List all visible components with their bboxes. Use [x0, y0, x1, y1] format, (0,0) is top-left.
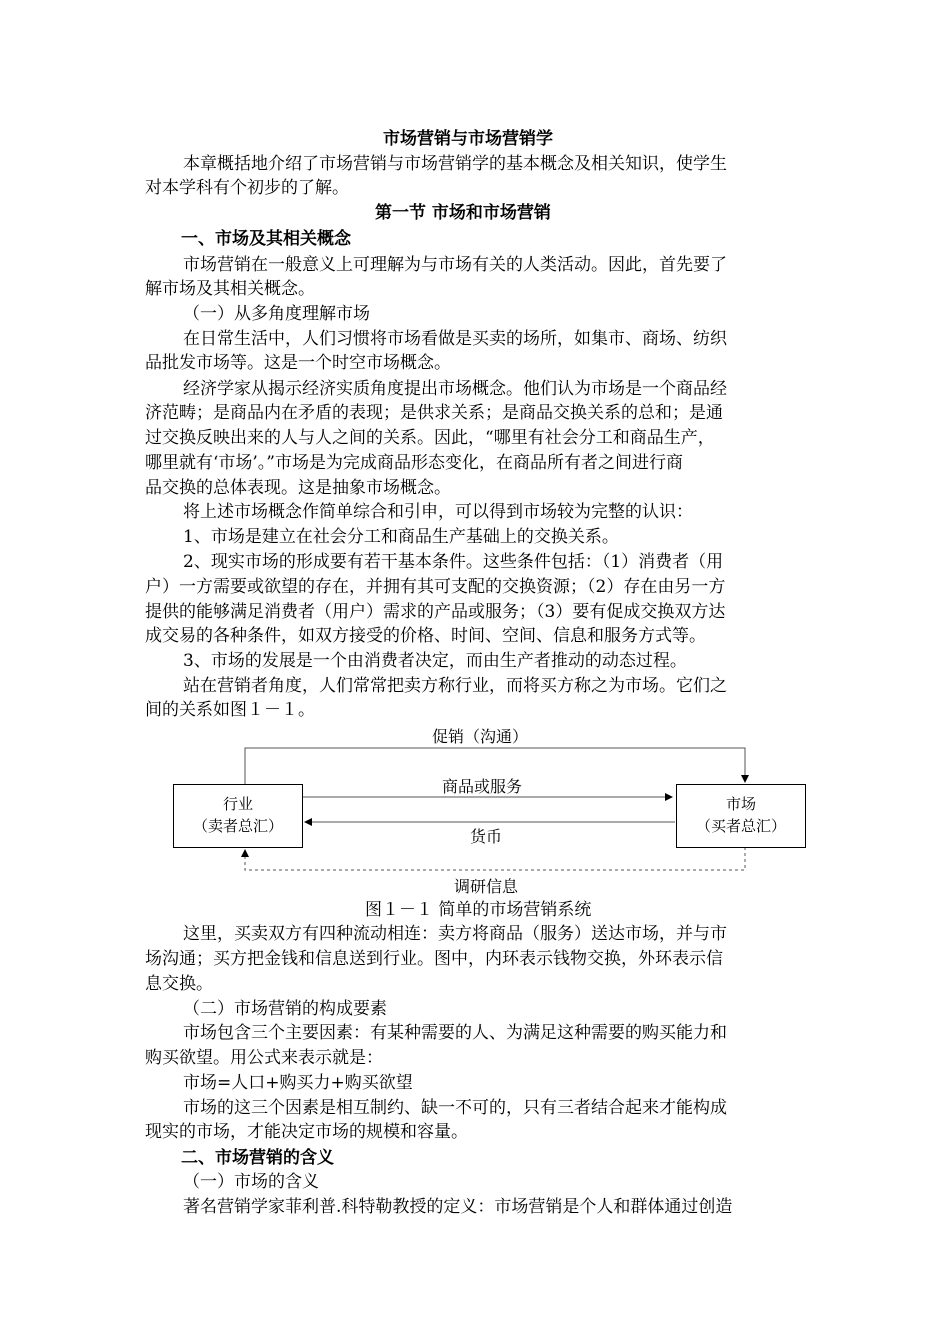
- industry-box-subtitle: （卖者总汇）: [192, 817, 283, 835]
- paragraph-line: 在日常生活中，人们习惯将市场看做是买卖的场所，如集市、商场、纺织: [183, 329, 727, 349]
- industry-box-title: 行业: [222, 795, 253, 813]
- subheading-2: （二）市场营销的构成要素: [183, 999, 387, 1019]
- paragraph-line: 息交换。: [145, 974, 213, 994]
- list-item-2: 户）一方需要或欲望的存在，并拥有其可支配的交换资源；（2）存在由另一方: [145, 577, 726, 597]
- list-item-2: 成交易的各种条件，如双方接受的价格、时间、空间、信息和服务方式等。: [145, 626, 706, 646]
- paragraph-line: 市场包含三个主要因素：有某种需要的人、为满足这种需要的购买能力和: [183, 1023, 727, 1043]
- list-item-2: 2、现实市场的形成要有若干基本条件。这些条件包括：（1）消费者（用: [183, 552, 724, 572]
- intro-line-1: 本章概括地介绍了市场营销与市场营销学的基本概念及相关知识，使学生: [183, 154, 727, 174]
- formula: 市场=人口+购买力+购买欲望: [183, 1073, 413, 1093]
- paragraph-line: 站在营销者角度，人们常常把卖方称行业，而将买方称之为市场。它们之: [183, 676, 727, 696]
- research-flow-line: [245, 847, 745, 870]
- market-box-subtitle: （买者总汇）: [695, 817, 786, 835]
- market-box: [676, 784, 806, 848]
- figure-caption: 图１－１ 简单的市场营销系统: [365, 900, 592, 920]
- marketing-system-diagram: [170, 722, 810, 922]
- paragraph-line: 著名营销学家菲利普.科特勒教授的定义：市场营销是个人和群体通过创造: [183, 1197, 733, 1217]
- paragraph-line: 经济学家从揭示经济实质角度提出市场概念。他们认为市场是一个商品经: [183, 379, 727, 399]
- paragraph-line: 过交换反映出来的人与人之间的关系。因此，“哪里有社会分工和商品生产，: [145, 428, 715, 448]
- page-title: 市场营销与市场营销学: [383, 129, 553, 149]
- industry-box: [173, 784, 303, 848]
- paragraph-line: 品交换的总体表现。这是抽象市场概念。: [145, 478, 451, 498]
- list-item-3: 3、市场的发展是一个由消费者决定，而由生产者推动的动态过程。: [183, 651, 687, 671]
- list-item-2: 提供的能够满足消费者（用户）需求的产品或服务；（3）要有促成交换双方达: [145, 602, 726, 622]
- paragraph-line: 济范畴；是商品内在矛盾的表现；是供求关系；是商品交换关系的总和；是通: [145, 403, 723, 423]
- paragraph-line: 将上述市场概念作简单综合和引申，可以得到市场较为完整的认识：: [183, 502, 693, 522]
- paragraph-line: 市场的这三个因素是相互制约、缺一不可的，只有三者结合起来才能构成: [183, 1098, 727, 1118]
- subheading-3: （一）市场的含义: [183, 1172, 319, 1192]
- research-label: 调研信息: [454, 877, 519, 896]
- paragraph-line: 解市场及其相关概念。: [145, 279, 315, 299]
- part-heading-1: 一、市场及其相关概念: [181, 229, 351, 249]
- paragraph-line: 市场营销在一般意义上可理解为与市场有关的人类活动。因此，首先要了: [183, 255, 727, 275]
- paragraph-line: 间的关系如图１－１。: [145, 700, 315, 720]
- money-label: 货币: [470, 827, 503, 846]
- intro-line-2: 对本学科有个初步的了解。: [145, 178, 349, 198]
- promotion-label: 促销（沟通）: [432, 727, 529, 746]
- market-box-title: 市场: [725, 795, 756, 813]
- subheading-1: （一）从多角度理解市场: [183, 304, 370, 324]
- part-heading-2: 二、市场营销的含义: [181, 1148, 334, 1168]
- paragraph-line: 哪里就有‘市场’。”市场是为完成商品形态变化，在商品所有者之间进行商: [145, 453, 683, 473]
- section-heading: 第一节 市场和市场营销: [375, 203, 551, 223]
- paragraph-line: 这里，买卖双方有四种流动相连：卖方将商品（服务）送达市场，并与市: [183, 924, 727, 944]
- paragraph-line: 品批发市场等。这是一个时空市场概念。: [145, 353, 451, 373]
- paragraph-line: 场沟通；买方把金钱和信息送到行业。图中，内环表示钱物交换，外环表示信: [145, 949, 723, 969]
- goods-label: 商品或服务: [442, 777, 523, 796]
- paragraph-line: 购买欲望。用公式来表示就是：: [145, 1048, 383, 1068]
- list-item-1: 1、市场是建立在社会分工和商品生产基础上的交换关系。: [183, 527, 619, 547]
- paragraph-line: 现实的市场，才能决定市场的规模和容量。: [145, 1122, 468, 1142]
